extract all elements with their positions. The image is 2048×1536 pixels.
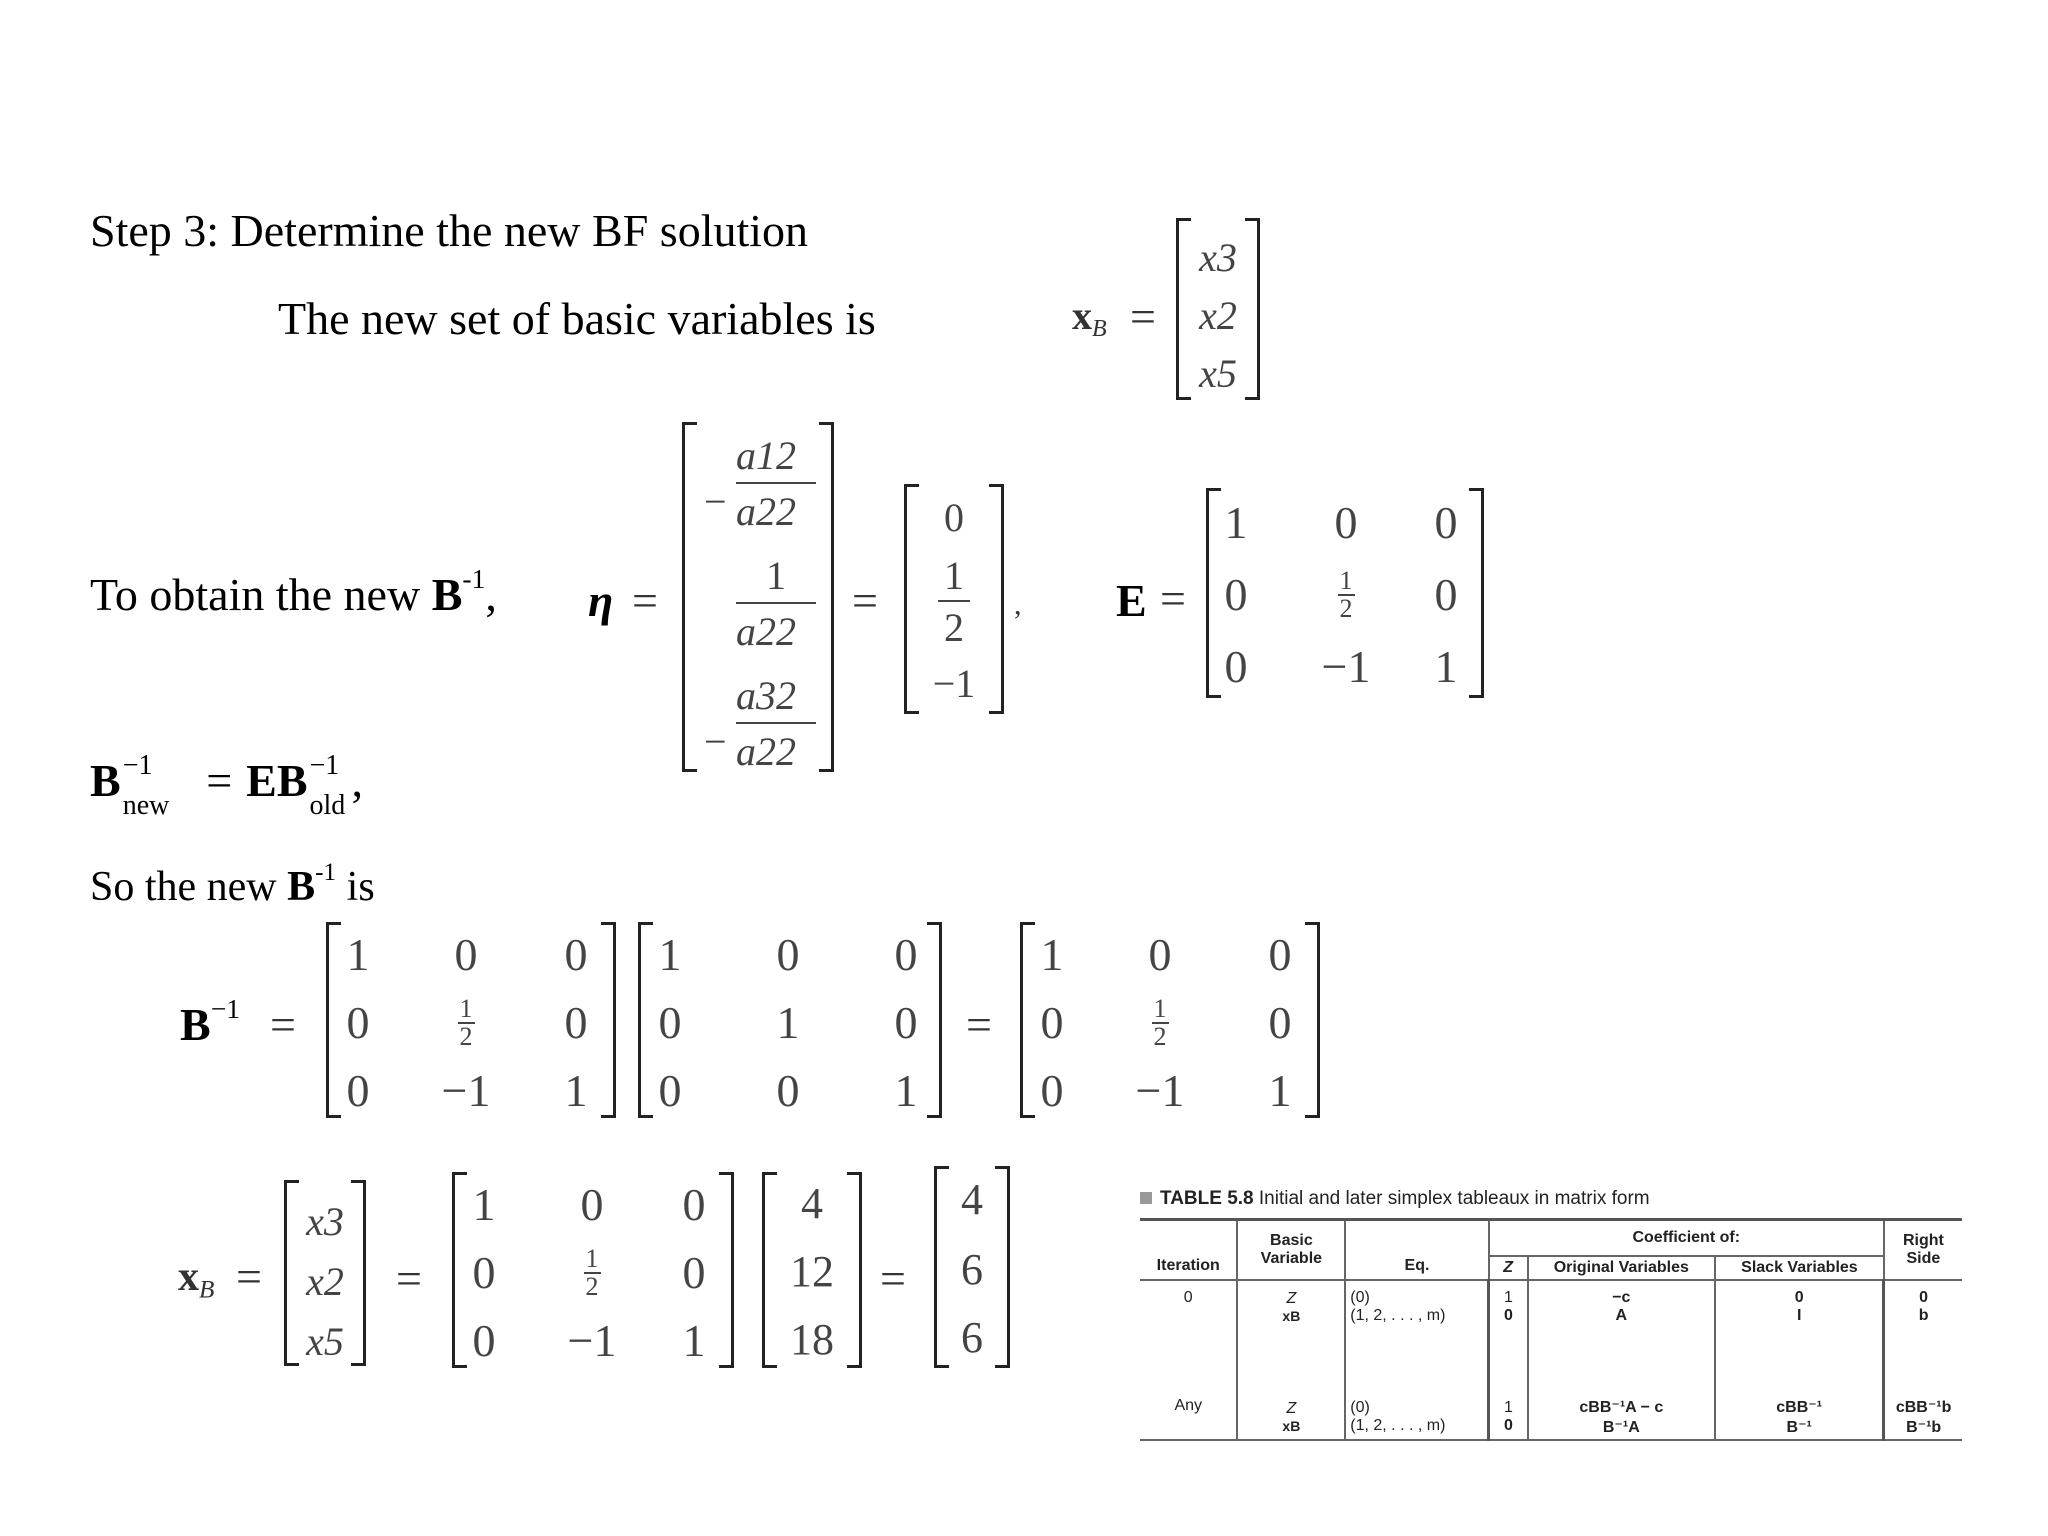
cell-basic: Z xB xyxy=(1237,1389,1345,1440)
xb-result-vector xyxy=(934,1166,1010,1368)
cell-z: 1 0 xyxy=(1489,1389,1528,1440)
matrix-cell: 0 xyxy=(682,1247,706,1298)
vector-entry: x2 xyxy=(306,1259,344,1304)
matrix-cell: 1 xyxy=(1268,1065,1292,1116)
matrix-cell: 1 xyxy=(1224,497,1248,548)
tableau xyxy=(1140,1218,1962,1441)
eta-numeric-vector xyxy=(904,484,1004,714)
matrix-cell: 0 xyxy=(346,997,370,1048)
matrix-cell: 0 xyxy=(1268,929,1292,980)
equals-sign: = xyxy=(236,1251,262,1302)
xb-label: $x_B$ xyxy=(1072,293,1107,343)
matrix-cell: 0 xyxy=(658,997,682,1048)
matrix-cell: 0 xyxy=(1224,569,1248,620)
matrix-b-new xyxy=(1020,922,1320,1118)
update-rule: B −1 new = EB −1 old , xyxy=(90,750,364,821)
xb-vars-vector xyxy=(284,1180,366,1366)
table-row xyxy=(1140,1280,1962,1327)
matrix-cell: 0 xyxy=(1268,997,1292,1048)
matrix-cell: 0 xyxy=(580,1179,604,1230)
matrix-cell: 0 xyxy=(658,1065,682,1116)
comma: , xyxy=(1014,588,1022,621)
equals-sign: = xyxy=(1130,291,1156,342)
matrix-cell: 0 xyxy=(1334,497,1358,548)
vector-entry: x5 xyxy=(306,1319,344,1364)
header-eq: Eq. xyxy=(1345,1220,1488,1281)
rhs-vector xyxy=(762,1172,862,1368)
matrix-cell: 0 xyxy=(776,1065,800,1116)
matrix-cell: 0 xyxy=(1148,929,1172,980)
matrix-cell: 0 xyxy=(1040,1065,1064,1116)
matrix-cell: −1 xyxy=(1135,1065,1185,1116)
basic-variables-sentence: The new set of basic variables is xyxy=(278,293,876,344)
header-iteration: Iteration xyxy=(1140,1220,1237,1281)
vector-entry: x3 xyxy=(1199,235,1237,280)
cell-slack: cBB⁻¹ B⁻¹ xyxy=(1715,1389,1884,1440)
matrix-cell: 0 xyxy=(776,929,800,980)
equals-sign: = xyxy=(632,575,658,626)
equals-sign: = xyxy=(396,1253,422,1304)
eta-symbol: η xyxy=(588,575,614,626)
xb-b-inverse-matrix xyxy=(452,1172,734,1368)
obtain-new-b-inverse-text: To obtain the new $B^{-1}$, xyxy=(90,562,497,620)
eta-value: −1 xyxy=(932,661,976,706)
matrix-cell: −1 xyxy=(441,1065,491,1116)
cell-iteration: 0 xyxy=(1183,1289,1193,1306)
matrix-cell: 0 xyxy=(1224,641,1248,692)
matrix-cell: $\frac{1}{2}$ xyxy=(1153,994,1167,1052)
xb-solution-label: $x_B$ xyxy=(178,1254,215,1304)
matrix-cell: 0 xyxy=(682,1179,706,1230)
vector-entry: 18 xyxy=(790,1315,834,1364)
eta-value: 0 xyxy=(944,495,964,540)
table-row xyxy=(1140,1389,1962,1440)
matrix-cell: 1 xyxy=(564,1065,588,1116)
cell-iteration: Any xyxy=(1174,1397,1203,1414)
eta-value: 2 xyxy=(944,605,964,650)
header-basic-variable: Basic Variable xyxy=(1237,1220,1345,1281)
matrix-cell: $\frac{1}{2}$ xyxy=(1339,566,1353,624)
basic-variables-vector xyxy=(1176,218,1260,400)
equals-sign: = xyxy=(852,575,878,626)
eta-value: 1 xyxy=(944,553,964,598)
header-coefficient-of: Coefficient of: xyxy=(1489,1220,1884,1257)
equals-sign: = xyxy=(880,1253,906,1304)
cell-right: cBB⁻¹b B⁻¹b xyxy=(1884,1389,1962,1440)
matrix-cell: 0 xyxy=(454,929,478,980)
matrix-cell: 1 xyxy=(1434,641,1458,692)
equals-sign: = xyxy=(270,999,296,1050)
matrix-cell: 1 xyxy=(472,1179,496,1230)
cell-original: −c A xyxy=(1528,1280,1716,1327)
vector-entry: 4 xyxy=(961,1175,983,1224)
matrix-cell: 1 xyxy=(1040,929,1064,980)
simplex-tableau-table xyxy=(1140,1188,1962,1441)
matrix-cell: 0 xyxy=(894,997,918,1048)
matrix-cell: 0 xyxy=(564,929,588,980)
equals-sign: = xyxy=(966,999,992,1050)
caption-square-icon xyxy=(1140,1192,1152,1204)
matrix-cell: 0 xyxy=(346,1065,370,1116)
matrix-cell: 0 xyxy=(472,1247,496,1298)
matrix-cell: −1 xyxy=(567,1315,617,1366)
matrix-cell: 0 xyxy=(472,1315,496,1366)
so-new-b-inverse-text: So the new $B^{-1}$ is xyxy=(90,858,375,910)
matrix-cell: 1 xyxy=(682,1315,706,1366)
step-heading: Step 3: Determine the new BF solution xyxy=(90,205,809,256)
cell-original: cBB⁻¹A − c B⁻¹A xyxy=(1528,1389,1716,1440)
matrix-e xyxy=(326,922,616,1118)
matrix-cell: −1 xyxy=(1321,641,1371,692)
matrix-cell: 1 xyxy=(658,929,682,980)
vector-entry: x2 xyxy=(1199,293,1237,338)
cell-z: 1 0 xyxy=(1489,1280,1528,1327)
table-gap-row xyxy=(1140,1327,1962,1389)
cell-basic: Z xB xyxy=(1237,1280,1345,1327)
cell-slack: 0 I xyxy=(1715,1280,1884,1327)
matrix-cell: 0 xyxy=(1434,569,1458,620)
matrix-cell: 0 xyxy=(1040,997,1064,1048)
matrix-cell: 1 xyxy=(346,929,370,980)
cell-eq: (0) (1, 2, . . . , m) xyxy=(1345,1389,1488,1440)
vector-entry: 6 xyxy=(961,1245,983,1294)
matrix-cell: 1 xyxy=(776,997,800,1048)
eta-symbolic-vector: − a12 a22 1 a22 − a32 a22 xyxy=(682,422,834,772)
vector-entry: 4 xyxy=(801,1179,823,1228)
vector-entry: 12 xyxy=(790,1247,834,1296)
b-inverse-label: $B^{-1}$ xyxy=(180,992,241,1050)
cell-right: 0 b xyxy=(1884,1280,1962,1327)
header-z: Z xyxy=(1489,1256,1528,1280)
matrix-cell: $\frac{1}{2}$ xyxy=(459,994,473,1052)
header-original-variables: Original Variables xyxy=(1528,1256,1716,1280)
matrix-cell: 0 xyxy=(1434,497,1458,548)
header-slack-variables: Slack Variables xyxy=(1715,1256,1884,1280)
header-right-side: Right Side xyxy=(1884,1220,1962,1281)
matrix-cell: 0 xyxy=(894,929,918,980)
vector-entry: x3 xyxy=(306,1199,344,1244)
e-matrix xyxy=(1206,488,1484,698)
vector-entry: x5 xyxy=(1199,351,1237,396)
vector-entry: 6 xyxy=(961,1313,983,1362)
equals-sign: = xyxy=(1160,573,1186,624)
matrix-b-old xyxy=(638,922,942,1118)
matrix-cell: 1 xyxy=(894,1065,918,1116)
e-symbol: E xyxy=(1116,575,1147,626)
table-caption: TABLE 5.8 Initial and later simplex tableaux in matrix form xyxy=(1140,1188,1962,1210)
matrix-cell: $\frac{1}{2}$ xyxy=(585,1244,599,1302)
cell-eq: (0) (1, 2, . . . , m) xyxy=(1345,1280,1488,1327)
matrix-cell: 0 xyxy=(564,997,588,1048)
